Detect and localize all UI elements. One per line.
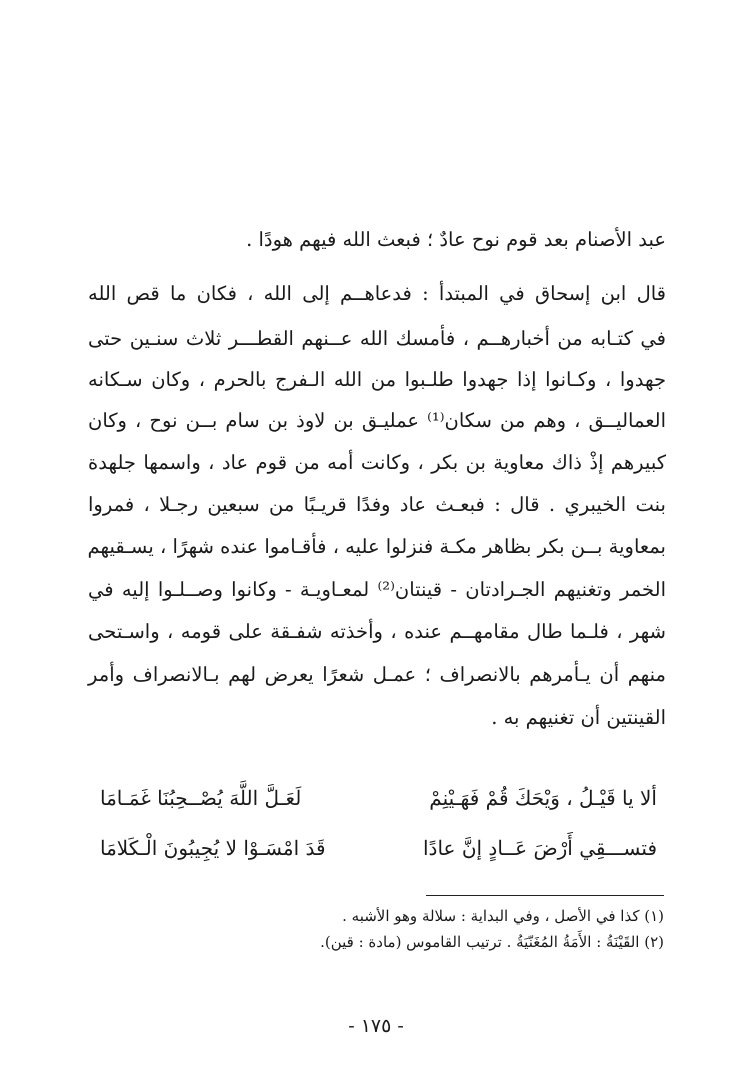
verse-second-hemistich: لَعَـلَّ اللَّهَ يُصْــحِبُنَا غَمَـامَا <box>100 786 302 810</box>
text-line: بنت الخيبري . قال : فبعـث عاد وفدًا قريـبًا من سبعين رجـلا ، فمروا <box>88 493 666 516</box>
text-line: العماليــق ، وهم من سكان⁽¹⁾ عمليـق بن لاوذ بن سام بــن نوح ، وكان <box>88 409 666 432</box>
text-line: منهم أن يـأمرهم بالانصراف ؛ عمـل شعرًا يعرض لهم بـالانصراف وأمر <box>88 663 666 686</box>
text-line: شهر ، فلـما طال مقامهــم عنده ، وأخذته شفـقة على قومه ، واسـتحى <box>88 620 666 643</box>
verse-second-hemistich: قَدَ امْسَـوْا لا يُجِيبُونَ الْـكَلامَا <box>100 836 326 860</box>
page-number: - ١٧٥ - <box>348 1015 404 1037</box>
footnote: (١) كذا في الأصل ، وفي البداية : سلالة وهو الأشبه . <box>342 907 664 925</box>
text-line: في كتـابه من أخبارهــم ، فأمسك الله عــنهم القطـــر ثلاث سنـين حتى <box>88 327 666 350</box>
text-line: القينتين أن تغنيهم به . <box>491 706 666 729</box>
text-line: عبد الأصنام بعد قوم نوح عادٌ ؛ فبعث الله فيهم هودًا . <box>246 228 666 251</box>
text-line: بمعاوية بــن بكر بظاهر مكـة فنزلوا عليه ، فأقـاموا عنده شهرًا ، يسـقيهم <box>87 535 666 558</box>
text-line: جهدوا ، وكـانوا إذا جهدوا طلـبوا من الله الـفرج بالحرم ، وكان سـكانه <box>88 368 666 391</box>
verse-first-hemistich: ألا يا قَيْـلُ ، وَيْحَكَ قُمْ فَهَـيْنِمْ <box>429 786 657 810</box>
footnote: (٢) القَيْنَةُ : الأَمَةُ المُغَنّيَةُ . ترتيب القاموس (مادة : قين). <box>320 933 664 951</box>
text-line: كبيرهم إذْ ذاك معاوية بن بكر ، وكانت أمه من قوم عاد ، واسمها جلهدة <box>88 451 666 474</box>
verse-first-hemistich: فتســـقِي أَرْضَ عَــادٍ إنَّ عادًا <box>422 836 657 860</box>
text-line: الخمر وتغنيهم الجـرادتان - قينتان⁽²⁾ لمعـاويـة - وكانوا وصــلـوا إليه في <box>88 578 666 601</box>
text-line: قال ابن إسحاق في المبتدأ : فدعاهــم إلى الله ، فكان ما قص الله <box>88 282 666 305</box>
footnote-divider <box>426 895 664 896</box>
